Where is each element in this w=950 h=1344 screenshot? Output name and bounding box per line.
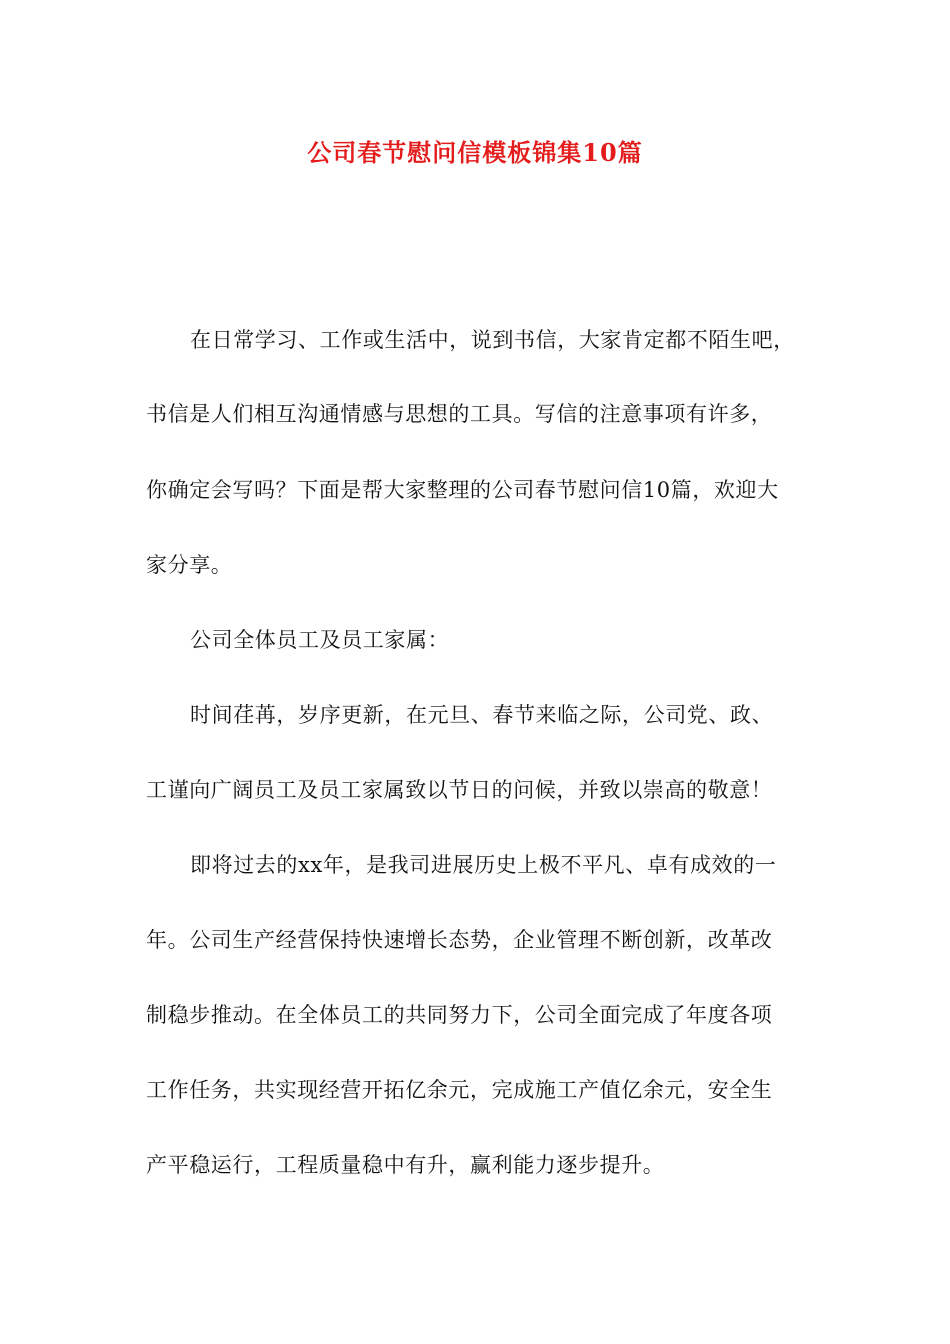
paragraph-line: 书信是人们相互沟通情感与思想的工具。写信的注意事项有许多， — [146, 402, 773, 426]
paragraph-line: 制稳步推动。在全体员工的共同努力下，公司全面完成了年度各项 — [146, 1003, 773, 1027]
document-title: 公司春节慰问信模板锦集10篇 — [307, 138, 643, 167]
paragraph-line: 产平稳运行，工程质量稳中有升，赢利能力逐步提升。 — [146, 1153, 665, 1177]
paragraph-line: 在日常学习、工作或生活中，说到书信，大家肯定都不陌生吧， — [190, 328, 795, 352]
salutation-line: 公司全体员工及员工家属： — [190, 628, 450, 652]
paragraph-line: 你确定会写吗？下面是帮大家整理的公司春节慰问信10篇，欢迎大 — [146, 478, 779, 502]
paragraph-line: 家分享。 — [146, 553, 233, 577]
paragraph-line: 即将过去的xx年，是我司进展历史上极不平凡、卓有成效的一 — [190, 853, 777, 877]
paragraph-line: 工作任务，共实现经营开拓亿余元，完成施工产值亿余元，安全生 — [146, 1078, 773, 1102]
paragraph-line: 时间荏苒，岁序更新，在元旦、春节来临之际，公司党、政、 — [190, 703, 774, 727]
paragraph-line: 工谨向广阔员工及员工家属致以节日的问候，并致以崇高的敬意！ — [146, 778, 773, 802]
paragraph-line: 年。公司生产经营保持快速增长态势，企业管理不断创新，改革改 — [146, 928, 773, 952]
